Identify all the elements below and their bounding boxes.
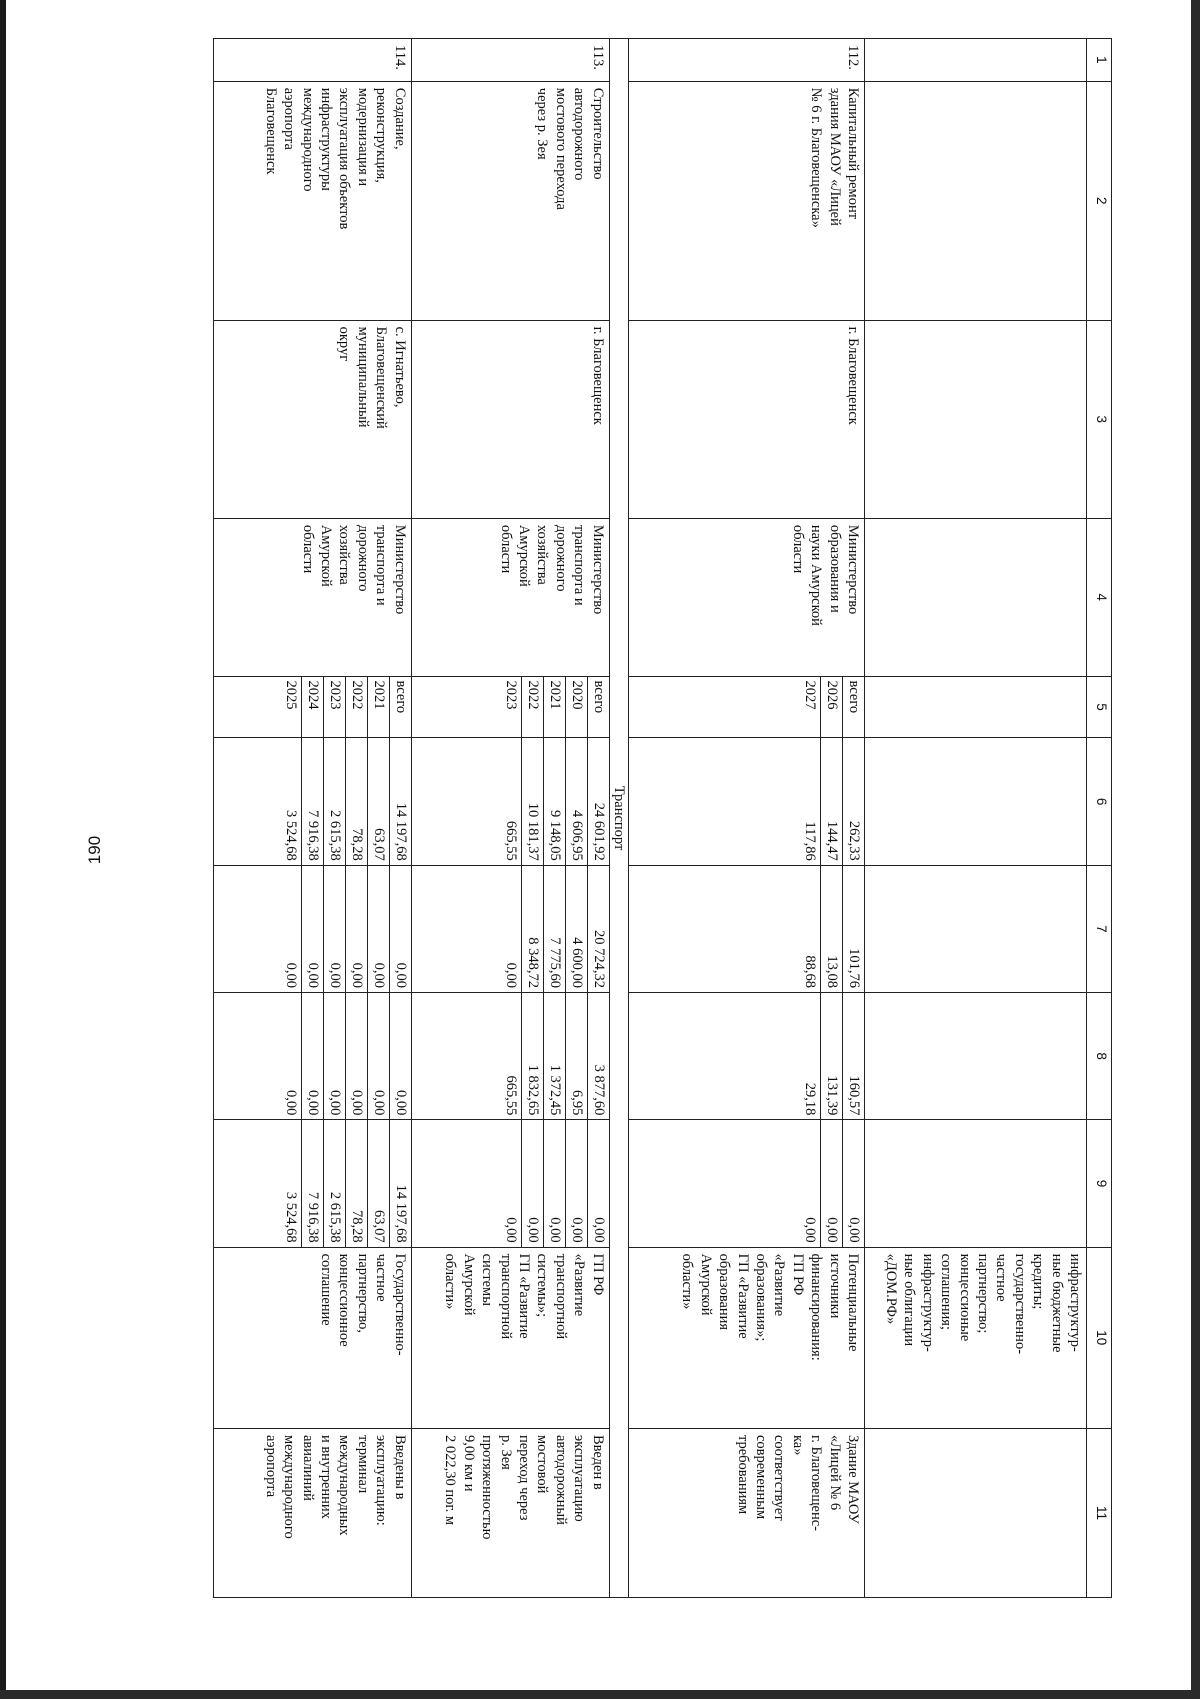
value-cell: 262,33 [843, 738, 865, 864]
value-cell: 0,00 [565, 1120, 587, 1246]
section-title: Транспорт [609, 39, 628, 1598]
value-cell: 0,00 [345, 993, 367, 1119]
table-row-113 [411, 39, 609, 1598]
value-cell: 4 606,95 [565, 738, 587, 864]
value-cell: 0,00 [587, 1120, 609, 1246]
value-cell: 10 181,37 [521, 738, 543, 864]
year-label: 2023 [323, 677, 345, 738]
value-cell: 88,68 [802, 955, 818, 989]
value-cell: 2 615,38 [323, 1120, 345, 1246]
col7-values [213, 865, 411, 992]
page-number: 190 [85, 835, 104, 865]
rotated-table-container [187, 38, 1112, 1598]
value-cell: 8 348,72 [521, 866, 543, 992]
value-cell: 24 601,92 [587, 738, 609, 864]
value-cell: 0,00 [543, 1120, 565, 1246]
year-label: 2021 [543, 677, 565, 738]
continued-financing: инфраструктур- ные бюджетные кредиты; государственно- частное партнерство; концессионые соглашения; инфраструктур- ные облигации «ДОМ.РФ» [865, 1247, 1087, 1428]
col-number-9: 9 [1087, 1120, 1112, 1247]
row-number: 113. [411, 39, 609, 82]
year-label: 2022 [345, 677, 367, 738]
value-cell: 13,08 [821, 866, 843, 992]
project-customer: Министерство транспорта и дорожного хозяйства Амурской области [213, 518, 411, 676]
value-cell: 0,00 [389, 993, 411, 1119]
financing-sources: Государственно- частное партнерство, концессионное соглашение [213, 1247, 411, 1428]
col9-values [213, 1120, 411, 1247]
col6-values [213, 738, 411, 865]
value-cell: 117,86 [802, 821, 818, 861]
year-label: 2027 [802, 680, 818, 710]
year-label: 2024 [301, 677, 323, 738]
table-row-114 [213, 39, 411, 1598]
year-label: 2023 [502, 680, 519, 710]
col-number-1: 1 [1087, 39, 1112, 82]
value-cell: 3 877,60 [587, 993, 609, 1119]
value-cell: 7 775,60 [543, 866, 565, 992]
year-label: всего [587, 677, 609, 738]
column-number-header [1087, 39, 1112, 1598]
col8-values [213, 993, 411, 1120]
row-number: 112. [629, 39, 865, 82]
value-cell: 3 524,68 [282, 810, 299, 861]
col-number-10: 10 [1087, 1247, 1112, 1428]
col-number-2: 2 [1087, 81, 1112, 320]
value-cell: 144,47 [821, 738, 843, 864]
year-label: 2022 [521, 677, 543, 738]
value-cell: 0,00 [367, 993, 389, 1119]
value-cell: 9 148,05 [543, 738, 565, 864]
col9-values [629, 1120, 865, 1247]
value-cell: 0,00 [301, 993, 323, 1119]
expected-result: Введен в эксплуатацию автодорожный мостовой переход через р. Зея протяженностью 9,00 км и 2 022,30 пог. м [411, 1428, 609, 1597]
project-name: Капитальный ремонт здания МАОУ «Лицей № 6 г. Благовещенска» [629, 81, 865, 320]
col-number-6: 6 [1087, 738, 1112, 865]
value-cell: 0,00 [802, 1217, 818, 1243]
row-number: 114. [213, 39, 411, 82]
project-location: с. Игнатьево, Благовещенский муниципальный округ [213, 320, 411, 518]
financing-sources: Потенциальные источники финансирования: ГП РФ «Развитие образования»; ГП «Развитие образования Амурской области» [629, 1247, 865, 1428]
table-row-112 [629, 39, 865, 1598]
value-cell: 665,55 [502, 1075, 519, 1116]
project-name: Создание, реконструкция, модернизация и эксплуатация объектов инфраструктуры международного аэропорта Благовещенск [213, 81, 411, 320]
col7-values [629, 865, 865, 992]
years-cell [411, 676, 609, 738]
scan-edge-right [1191, 0, 1200, 1699]
value-cell: 0,00 [282, 962, 299, 989]
value-cell: 4 600,00 [565, 866, 587, 992]
continued-row [865, 39, 1087, 1598]
value-cell: 14 197,68 [389, 1120, 411, 1246]
col6-values [411, 738, 609, 865]
value-cell: 0,00 [502, 962, 519, 989]
years-cell [213, 676, 411, 738]
col-number-5: 5 [1087, 676, 1112, 738]
col-number-11: 11 [1087, 1428, 1112, 1597]
financing-sources: ГП РФ «Развитие транспортной системы»; ГП «Развитие транспортной системы Амурской области» [411, 1247, 609, 1428]
value-cell: 0,00 [323, 993, 345, 1119]
value-cell: 665,55 [502, 820, 519, 861]
value-cell: 2 615,38 [323, 738, 345, 864]
value-cell: 63,07 [367, 1120, 389, 1246]
years-cell [629, 676, 865, 738]
col-number-8: 8 [1087, 993, 1112, 1120]
project-customer: Министерство образования и науки Амурской области [629, 518, 865, 676]
project-location: г. Благовещенск [411, 320, 609, 518]
value-cell: 0,00 [843, 1120, 865, 1246]
year-label: всего [843, 677, 865, 738]
value-cell: 3 524,68 [282, 1191, 299, 1243]
col8-values [411, 993, 609, 1120]
section-row-transport [609, 39, 628, 1598]
value-cell: 0,00 [502, 1217, 519, 1243]
col-number-7: 7 [1087, 865, 1112, 992]
year-label: 2026 [821, 677, 843, 738]
value-cell: 131,39 [821, 993, 843, 1119]
value-cell: 0,00 [301, 866, 323, 992]
value-cell: 7 916,38 [301, 738, 323, 864]
value-cell: 101,76 [843, 866, 865, 992]
value-cell: 0,00 [323, 866, 345, 992]
scan-edge-left [0, 0, 6, 1699]
project-customer: Министерство транспорта и дорожного хозяйства Амурской области [411, 518, 609, 676]
value-cell: 29,18 [802, 1082, 818, 1116]
year-label: 2020 [565, 677, 587, 738]
value-cell: 63,07 [367, 738, 389, 864]
expected-result: Введены в эксплуатацию: терминал международных и внутренних авиалиний международного аэропорта [213, 1428, 411, 1597]
value-cell: 20 724,32 [587, 866, 609, 992]
value-cell: 78,28 [345, 1120, 367, 1246]
value-cell: 0,00 [282, 1089, 299, 1116]
value-cell: 0,00 [345, 866, 367, 992]
project-name: Строительство автодорожного мостового перехода через р. Зея [411, 81, 609, 320]
col7-values [411, 865, 609, 992]
col-number-3: 3 [1087, 320, 1112, 518]
year-label: всего [389, 677, 411, 738]
scan-edge-bottom [0, 1690, 1200, 1699]
projects-table [213, 38, 1112, 1598]
value-cell: 0,00 [389, 866, 411, 992]
year-label: 2025 [282, 680, 299, 710]
value-cell: 78,28 [345, 738, 367, 864]
col6-values [629, 738, 865, 865]
col-number-4: 4 [1087, 518, 1112, 676]
value-cell: 1 372,45 [543, 993, 565, 1119]
expected-result: Здание МАОУ «Лицей № 6 г. Благовещенс- ка» соответствует современным требованиям [629, 1428, 865, 1597]
col9-values [411, 1120, 609, 1247]
value-cell: 160,57 [843, 993, 865, 1119]
project-location: г. Благовещенск [629, 320, 865, 518]
value-cell: 14 197,68 [389, 738, 411, 864]
value-cell: 0,00 [367, 866, 389, 992]
col8-values [629, 993, 865, 1120]
value-cell: 1 832,65 [521, 993, 543, 1119]
value-cell: 6,95 [565, 993, 587, 1119]
value-cell: 0,00 [521, 1120, 543, 1246]
value-cell: 7 916,38 [301, 1120, 323, 1246]
year-label: 2021 [367, 677, 389, 738]
value-cell: 0,00 [821, 1120, 843, 1246]
